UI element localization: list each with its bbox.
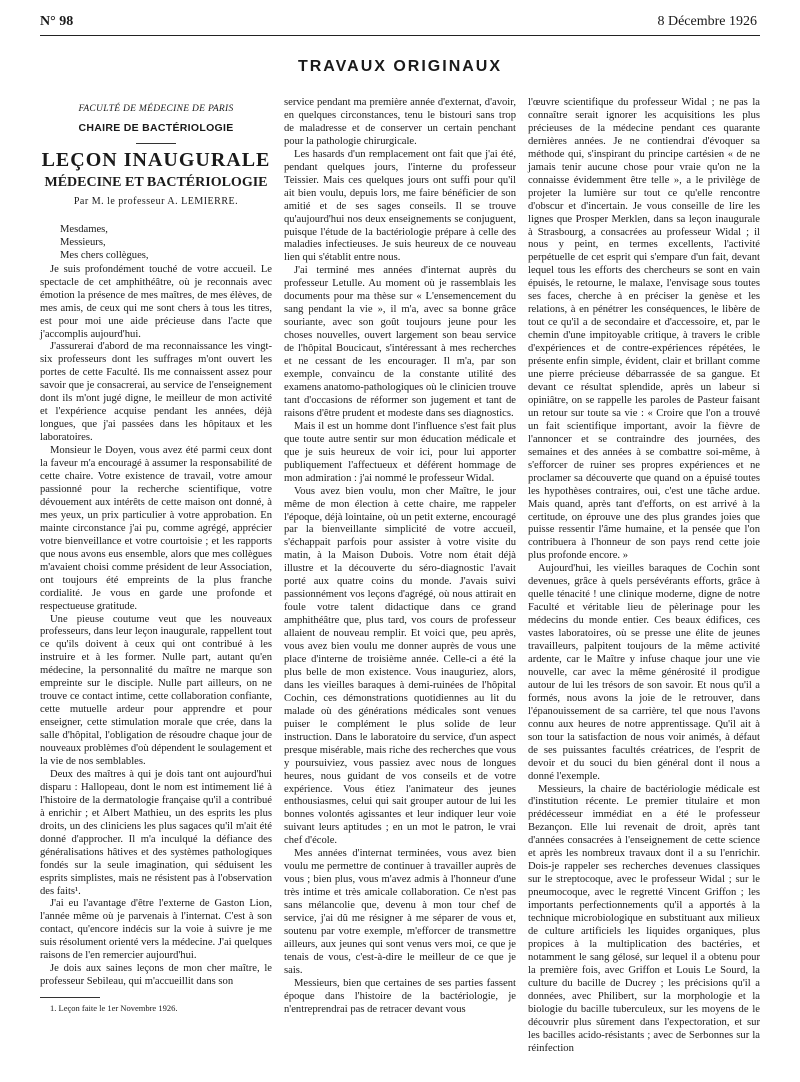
paragraph: Messieurs, bien que certaines de ses parties fassent époque dans l'histoire de la bactériologie, je n'entreprendrai pas de retracer devant vous <box>284 977 516 1015</box>
paragraph: Messieurs, la chaire de bactériologie médicale est d'institution récente. Le premier titulaire et mon prédécesseur immédiat en a été le professeur Bezançon. Elle lui revenait de droit, après tant d'années consacrées à l'enseignement de cette science et après les nombreux travaux dont il a su l'enrichir. Dois-je rappeler ses recherches devenues classiques sur le streptocoque, avec le professeur Widal ; sur le pneumocoque, avec le regretté Vincent Griffon ; les importants perfectionnements qu'il a apportés à la technique microbiologique en substituant aux milieux de culture artificiels les liquides organiques, plus propices à la multiplication des bactéries, et notamment le sang gélosé, sur lequel il a obtenu pour la première fois, avec Griffon et Louis Le Sourd, la culture du bacille de Ducrey ; les précisions qu'il a données, avec Philibert, sur la morphologie et la biologie du bacille tuberculeux, sur les moyens de le découvrir plus sûrement dans l'expectoration, et sur les bacilles acido-résistants ; avec de Serbonnes sur la réinfection <box>528 783 760 1054</box>
issue-number: N° 98 <box>40 14 74 29</box>
paragraph: Mes années d'internat terminées, vous avez bien voulu me permettre de continuer à travailler auprès de vous ; bien plus, vous m'avez admis à l'honneur d'une très intime et très amicale collaboration. Ce n'est pas sans mélancolie que, devenu à mon tour chef de service, j'ai dû me résigner à me séparer de vous et, soutenu par votre exemple, m'efforcer de transmettre ailleurs, aux jeunes qui sont venus vers moi, ce que je tenais de vous, c'est-à-dire le meilleur de ce que je sais. <box>284 848 516 976</box>
issue-date: 8 Décembre 1926 <box>657 14 757 29</box>
paragraph: Je dois aux saines leçons de mon cher maître, le professeur Sebileau, qui m'accueillit dans son <box>40 963 272 988</box>
greeting-line: Mesdames, <box>60 223 108 235</box>
article-heading <box>40 103 272 209</box>
article-author: Par M. le professeur A. LEMIERRE. <box>73 195 239 207</box>
header-rule <box>40 35 760 36</box>
section-title: TRAVAUX ORIGINAUX <box>297 58 503 75</box>
footnote-divider <box>40 997 100 998</box>
column-2 <box>284 97 516 1017</box>
paragraph: J'assurerai d'abord de ma reconnaissance les vingt-six professeurs dont les suffrages m'ont ouvert les portes de cette Faculté. Ils me connaissent assez pour savoir que je consacrerai, au service de l'enseignement dont ils m'ont jugé digne, le meilleur de mon activité et l'expérience acquise pendant les années, déjà longues, que j'ai passées dans les hôpitaux et les laboratoires. <box>40 341 272 444</box>
chair-line: CHAIRE DE BACTÉRIOLOGIE <box>78 121 234 134</box>
paragraph: service pendant ma première année d'externat, d'avoir, en quelques circonstances, tenu le bistouri sans trop de maladresse et de conserver un certain penchant pour la pathologie chirurgicale. <box>284 97 516 147</box>
article-subtitle: MÉDECINE ET BACTÉRIOLOGIE <box>44 174 268 190</box>
greeting <box>40 223 272 262</box>
article-title: LEÇON INAUGURALE <box>41 148 271 171</box>
paragraph: l'œuvre scientifique du professeur Widal ; ne pas la connaître serait ignorer les acquisitions les plus précieuses de la médecine pendant ces quarante dernières années. Je ne contiendrai d'évoquer sa méthode qui, s'inspirant du principe cartésien « de ne jamais tenir aucune chose pour vraie qu'on ne la connaisse évidemment être telle », a le privilège de projeter la lumière sur tout ce qu'elle rencontre d'obscur et d'incertain. Je vous conseille de lire les lignes que Prosper Merklen, dans sa leçon inaugurale à Strasbourg, a consacrées au professeur Widal ; il nous y peint, en termes excellents, l'activité perpétuelle de cet esprit qui s'empare d'un fait, devant lequel tous les efforts des chercheurs se sont en vain épuisés, le retourne, le malaxe, l'envisage sous toutes ses faces, cherche à en préciser la genèse et les relations, à en pénétrer les conséquences, le libère de tout ce qu'il a de secondaire et d'accessoire, et, par le chemin d'une impitoyable critique, à travers le crible d'expériences et de contre-expériences répétées, le présente enfin simple, évident, clair et brillant comme une pierre précieuse débarrassée de sa gangue. Et devant ce résultat splendide, après un labeur si opiniâtre, on se rappelle les paroles de Pasteur faisant un retour sur toute sa vie : « Croire que l'on a trouvé un fait scientifique important, avoir la fièvre de l'annoncer et se contraindre des journées, des semaines et des années à se combattre soi-même, à s'efforcer de ruiner ses propres expériences et ne proclamer sa découverte que quand on a épuisé toutes les hypothèses contraires, oui, c'est une tâche ardue. Mais quand, après tant d'efforts, on est arrivé à la certitude, on éprouve une des plus grandes joies que puisse ressentir l'âme humaine, et la pensée que l'on contribuera à l'honneur de son pays rend cette joie plus profonde encore. » <box>528 97 760 562</box>
greeting-line: Messieurs, <box>60 236 106 248</box>
faculty-line: FACULTÉ DE MÉDECINE DE PARIS <box>78 104 234 114</box>
paragraph: Deux des maîtres à qui je dois tant ont aujourd'hui disparu : Hallopeau, dont le nom est intimement lié à l'histoire de la dermatologie française qu'il a contribué à enrichir ; et Albert Mathieu, un des esprits les plus droits, un des cliniciens les plus sagaces qu'il m'ait été donné d'approcher. Il m'a inculqué la défiance des généralisations hâtives et des systèmes pathologiques fondés sur la seule imagination, qui séduisent les esprits simplistes, mais ne résistent pas à l'observation des faits¹. <box>40 768 272 897</box>
paragraph: Mais il est un homme dont l'influence s'est fait plus que toute autre sentir sur mon éducation médicale et que je suis heureux de voir ici, pour lui apporter publiquement l'affectueux et déférent hommage de mon admiration : j'ai nommé le professeur Widal. <box>284 420 516 484</box>
column-3 <box>528 97 760 1056</box>
paragraph: Aujourd'hui, les vieilles baraques de Cochin sont devenues, grâce à quels persévérants efforts, grâce à quelle ténacité ! une clinique moderne, digne de notre Faculté et véritable lieu de pèlerinage pour les médecins du monde entier. Ces beaux édifices, ces vastes laboratoires, où se presse une élite de jeunes travailleurs, palpitent toujours de la même activité ardente, car le Maître y infuse chaque jour une vie nouvelle, car avec la même générosité il prodigue autour de lui les trésors de son savoir. Et nous qu'il a formés, nous avons la joie de le retrouver, dans l'épanouissement de sa carrière, tel que nous l'avons connu aux heures de notre apprentissage. Qu'il ait à son tour la satisfaction de nous voir animés, à défaut de ses puissantes facultés créatrices, de l'esprit de devoir et du souci du bien général dont il nous a donné l'exemple. <box>528 563 760 782</box>
paragraph: Une pieuse coutume veut que les nouveaux professeurs, dans leur leçon inaugurale, rappellent tout ce qu'ils doivent à ceux qui ont contribué à les instruire et à les former. Nulle part, autant qu'en médecine, la personnalité du maître ne marque son empreinte sur le disciple. Nulle part ailleurs, on ne trouve ce contact intime, cette collaboration confiante, cette mutuelle ardeur pour apprendre et pour enseigner, cette stimulation morale que crée, dans la salle d'hôpital, l'obligation de résoudre chaque jour de nouveaux problèmes d'où dépendent le soulagement et la vie de nos semblables. <box>40 613 272 767</box>
paragraph: J'ai eu l'avantage d'être l'externe de Gaston Lion, l'année même où je parvenais à l'internat. C'est à son contact, qu'encore indécis sur la voie à suivre je me suis résolument orienté vers la médecine. J'ai quelques raisons de l'en remercier aujourd'hui. <box>40 898 272 962</box>
paragraph: Monsieur le Doyen, vous avez été parmi ceux dont la faveur m'a encouragé à assumer la responsabilité de cette chaire. Votre existence de travail, votre amour passionné pour la recherche scientifique, votre dévouement aux intérêts de cette maison ont donné, à mes yeux, un prix particulier à votre approbation. En mainte circonstance j'ai pu, comme agrégé, apprécier votre bienveillance et votre courtoisie ; et les rapports que nous avons eus ensemble, alors que mes collègues m'avaient choisi comme président de leur Association, ont toujours été empreints de la plus franche cordialité. Je vous en garde une profonde et respectueuse gratitude. <box>40 445 272 612</box>
greeting-line: Mes chers collègues, <box>60 249 149 261</box>
paragraph: Les hasards d'un remplacement ont fait que j'ai été, pendant quelques jours, l'interne du professeur Teissier. Mais ces quelques jours ont suffi pour qu'il ait bien voulu, depuis lors, me faire bénéficier de son amitié et de ses sages conseils. Il se trouve qu'aujourd'hui nos deux enseignements se conjuguent, puisque l'étude de la bactériologie prépare à celle des maladies infectieuses. Je suis heureux de ce nouveau lien qui s'établit entre nous. <box>284 148 516 264</box>
paragraph: J'ai terminé mes années d'internat auprès du professeur Letulle. Au moment où je rassemblais les documents pour ma thèse sur « L'ensemencement du sang pendant la vie », il m'a, avec sa bonne grâce souriante, avec son goût toujours jeune pour les choses nouvelles, ouvert largement son beau service de l'hôpital Boucicaut, s'intéressant à mes recherches et ne cessant de les encourager. Il m'a, par son exemple, convaincu de la constante utilité des examens anatomo-pathologiques où le clinicien trouve tant d'occasions de réformer son jugement et tant de raisons d'être prudent et modeste dans ses diagnostics. <box>284 265 516 419</box>
paragraph: Je suis profondément touché de votre accueil. Le spectacle de cet amphithéâtre, où je reconnais avec émotion la présence de mes maîtres, de mes élèves, de mes amis, de ceux qui me sont chers à tous les titres, est pour moi une aide précieuse dans l'acte que j'accomplis aujourd'hui. <box>40 263 272 340</box>
footnote: 1. Leçon faite le 1er Novembre 1926. <box>50 1003 178 1014</box>
column-1 <box>40 97 272 1015</box>
paragraph: Vous avez bien voulu, mon cher Maître, le jour même de mon élection à cette chaire, me rappeler l'époque, déjà lointaine, où un petit externe, encouragé par la bienveillante simplicité de votre accueil, s'échappait parfois pour assister à votre visite du matin, à la Maison Dubois. Votre nom était déjà illustre et la découverte du séro-diagnostic l'avait porté aux quatre coins du monde. J'avais suivi passionnément vos leçons d'agrégé, où nous attirait en foule votre talent didactique dans ce grand amphithéâtre que, plus tard, vos cours de professeur allaient de nouveau remplir. Et voici que, peu après, vous avez bien voulu me donner auprès de vous une place d'interne de troisième année. Celle-ci a été la plus belle de mon existence. Vous inauguriez, alors, dans les vieilles baraques à demi-ruinées de l'hôpital Cochin, ces démonstrations quotidiennes au lit du malade où des générations médicales sont venues puiser le complément le plus solide de leur instruction. Dans le laboratoire du service, d'un aspect presque misérable, mais riche des recherches que vous y poursuiviez, vous passiez avec nous de longues heures, nous guidant de vos conseils et de votre expérience. Vous étiez l'animateur des jeunes enthousiasmes, celui qui sait grouper autour de lui les bonnes volontés agissantes et leur indiquer leur voie suivant leurs aptitudes ; en un mot le patron, le vrai chef d'école. <box>284 485 516 847</box>
heading-divider <box>136 143 176 144</box>
